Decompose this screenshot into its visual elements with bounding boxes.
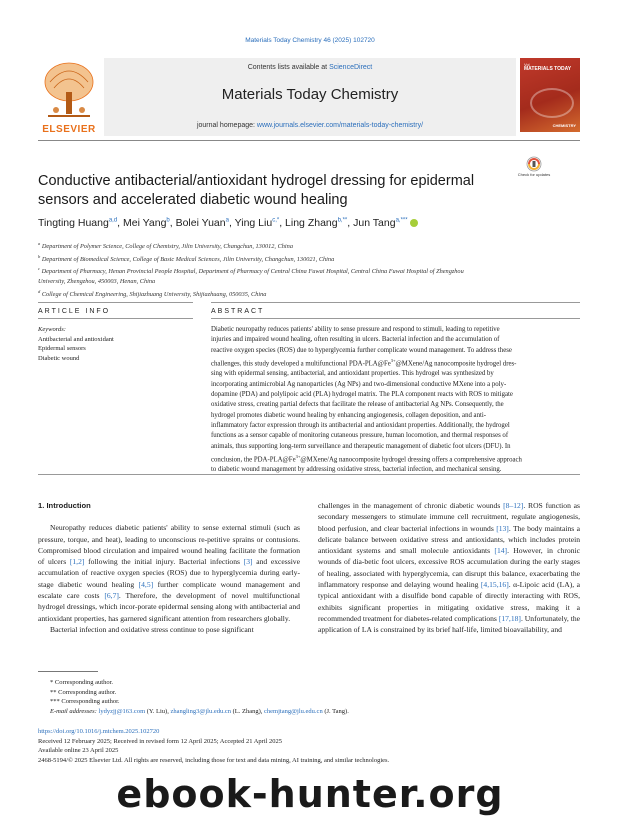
contents-line <box>104 64 516 71</box>
body-paragraph: challenges in the management of chronic diabetic wounds [8–12]. ROS function as secondary messengers to stimulate immune cell recruitment, regulate angiogenesis, blood perfusion, and clear bacterial infections in wounds [13]. The body maintains a delicate balance between oxidative stress and antioxidants, which includes protein antioxidant systems and small molecule antioxidants [14]. However, in chronic wounds of dia-betic foot ulcers, excessive ROS accumulation during the early stages of healing, associated with hyperglycemia, can disrupt this balance, exacerbating the inflammatory response and delaying wound healing [4,15,16]. α-Lipoic acid (LA), a typical antioxidant with a disulfide bond capable of directly interacting with ROS, exhibits significant properties in mitigating oxidative stress, making it a recommended treatment for diabetes-related complications [17,18]. Unfortunately, the application of LA is constrained by its brief half-life, limited bioavailability, and <box>318 501 580 635</box>
email-link[interactable]: lydyzjj@163.com <box>98 707 146 715</box>
abstract-heading: ABSTRACT <box>211 308 265 315</box>
body-right-column <box>318 500 580 636</box>
body-paragraph: Neuropathy reduces diabetic patients' ability to sense external stimuli (such as pressure, torque, and heat), leading to unconscious re-petitive sprains or contusions. Compromised blood circulation and impaired wound healing facilitate the formation of ulcers [1,2] following the initial injury. Bacterial infections [3] and excessive accumulation of reactive oxygen species (ROS) due to hyperglycemia during early-stage diabetic wound healing [4,5] further complicate wound management and escalate care costs [6,7]. Therefore, the development of novel multifunctional hydrogel dressings, which incor-porate epidermal sensing along with antibacterial and antioxidant properties, has garnered significant attention from researchers globally. <box>38 523 300 623</box>
author-name[interactable]: Mei Yang <box>123 217 167 229</box>
watermark-text: ebook-hunter.org <box>116 772 504 816</box>
citation-link[interactable]: [13] <box>496 523 509 533</box>
abstract-line: to diabetic wound management by addressing oxidative stress, bacterial infection, and mechanical sensing. <box>211 466 502 474</box>
author-name[interactable]: Ying Liu <box>234 217 273 229</box>
author-affil-sup[interactable]: a <box>225 217 229 224</box>
article-title <box>38 172 498 210</box>
affiliation-item: $^a$ Department of Polymer Science, College of Chemistry, Jilin University, Changchun, 130012, China <box>38 241 293 251</box>
email-link[interactable]: chemjtang@jlu.edu.cn <box>264 707 323 715</box>
abstract-line: Diabetic neuropathy reduces patients' ability to sense pressure and respond to stimuli, leading to repetitive <box>211 326 500 333</box>
author-name[interactable]: Ling Zhang <box>285 217 338 229</box>
author-list: Tingting Huang$^{a,d}$, Mei Yang$^b$, Bolei Yuan$^a$, Ying Liu$^{c,*}$, Ling Zhang$^{b,**}$, Jun Tang$^{a,***}$ <box>38 217 580 229</box>
abstract-line: dopamine (PDA) and polylipoic acid (PLA) hydrogel matrix. The PLA component reacts with ROS to mitigate <box>211 391 513 399</box>
received-dates: Received 12 February 2025; Received in revised form 12 April 2025; Accepted 21 April 2025 <box>38 737 283 745</box>
keyword-item: Diabetic wound <box>38 354 80 362</box>
abstract-line: functions as a sensor capable of monitoring cutaneous pressure, human locomotion, and thermal responses of <box>211 432 509 440</box>
author-affil-sup[interactable]: c,* <box>272 217 280 224</box>
affiliation-item: University, Zhengzhou, 450003, Henan, China <box>38 278 156 286</box>
elsevier-tree-logo <box>38 58 100 132</box>
email-link[interactable]: zhangling3@jlu.edu.cn <box>170 707 231 715</box>
abstract-text <box>211 325 580 476</box>
abstract-rule-bottom <box>211 318 580 319</box>
abstract-line: inflammatory factor expression through its antibacterial and antioxidant properties. Additionally, the hydrogel <box>211 421 510 429</box>
abstract-line: incorporating antimicrobial Ag nanoparticles (Ag NPs) and two-dimensional conductive MXene into a poly- <box>211 380 507 388</box>
abstract-line: animals, thus supporting long-term surveillance and therapeutic management of diabetic foot ulcers (DFU). In <box>211 442 511 450</box>
cover-title: MATERIALS TODAY <box>524 66 572 72</box>
orcid-icon[interactable] <box>410 219 418 227</box>
abstract-line: conclusion, the PDA-$PLA@Fe^{3+}@MXene/Ag$ nanocomposite hydrogel dressing offers a comprehensive approach <box>211 453 522 464</box>
author-affil-sup[interactable]: b <box>166 217 170 224</box>
info-rule-bottom <box>38 318 193 319</box>
sciencedirect-link[interactable]: ScienceDirect <box>329 64 373 71</box>
keywords-list <box>38 335 114 363</box>
footnote-corresponding: *** Corresponding author. <box>50 698 120 706</box>
affiliations <box>38 239 508 299</box>
body-paragraph: Bacterial infection and oxidative stress continue to pose significant <box>50 624 254 634</box>
header-divider <box>38 140 580 141</box>
abstract-rule-end <box>38 474 580 475</box>
doi-link[interactable]: https://doi.org/10.1016/j.mtchem.2025.102720 <box>38 728 160 735</box>
cover-volume: Vol <box>524 62 530 67</box>
affiliation-item: $^d$ College of Chemical Engineering, Shijiazhuang University, Shijiazhuang, 050035, China <box>38 288 267 298</box>
body-left-column <box>38 500 300 635</box>
homepage-prefix: journal homepage: <box>196 122 257 129</box>
footnote-divider <box>38 671 98 672</box>
article-meta <box>38 727 580 765</box>
affiliation-item: $^c$ Department of Pharmacy, Henan Provincial People Hospital, Department of Pharmacy of Central China Fuwai Hospital, Central China Fuwai Hospital of Zhengzhou <box>38 266 464 276</box>
author-name[interactable]: Bolei Yuan <box>175 217 226 229</box>
citation-link[interactable]: [4,15,16] <box>480 580 509 590</box>
footnote-corresponding: * Corresponding author. <box>50 679 114 686</box>
introduction-heading: 1. Introduction <box>38 501 91 510</box>
email-addresses: E-mail addresses: lydyzjj@163.com (Y. Liu), zhangling3@jlu.edu.cn (L. Zhang), chemjtang@jlu.edu.cn (J. Tang). <box>50 707 349 715</box>
cover-artwork <box>530 88 574 118</box>
citation-link[interactable]: [17,18] <box>498 613 521 623</box>
abstract-line: sing with epidermal sensing, antibacterial, and antioxidant properties. This hydrogel was synthesized by <box>211 370 494 378</box>
check-for-updates-icon[interactable] <box>519 156 549 186</box>
copyright-line: 2468-5194/© 2025 Elsevier Ltd. All rights are reserved, including those for text and data mining, AI training, and similar technologies. <box>38 756 390 764</box>
title-line-2: sensors and accelerated diabetic wound healing <box>38 192 348 208</box>
citation-link[interactable]: [6,7] <box>104 591 119 601</box>
citation-link[interactable]: [4,5] <box>138 579 154 589</box>
citation-link[interactable]: [8–12] <box>503 501 524 510</box>
abstract-line: hydrogel promotes diabetic wound healing by enhancing angiogenesis, collagen deposition, and anti- <box>211 411 487 419</box>
footnote-corresponding: ** Corresponding author. <box>50 688 117 696</box>
author-affil-sup[interactable]: a,d <box>108 217 118 224</box>
title-line-1: Conductive antibacterial/antioxidant hydrogel dressing for epidermal <box>38 173 475 189</box>
citation-link[interactable]: [14] <box>494 546 508 556</box>
abstract-line: challenges, this study developed a multifunctional PDA-$PLA@Fe^{3+}@MXene/Ag$ nanocomposite hydrogel dres- <box>211 357 517 368</box>
elsevier-wordmark: ELSEVIER <box>42 124 96 135</box>
author-name[interactable]: Tingting Huang <box>38 217 109 229</box>
journal-reference-link[interactable]: Materials Today Chemistry 46 (2025) 102720 <box>245 37 375 44</box>
affiliation-item: $^b$ Department of Biomedical Science, College of Basic Medical Sciences, Jilin University, Changchun, 130021, China <box>38 253 335 263</box>
abstract-line: reactive oxygen species (ROS) due to hyperglycemia further complicate wound management. To address these <box>211 346 512 354</box>
available-online: Available online 23 April 2025 <box>38 747 119 755</box>
contents-prefix: Contents lists available at <box>247 64 330 71</box>
homepage-link[interactable]: www.journals.elsevier.com/materials-today-chemistry/ <box>256 122 424 129</box>
journal-cover-image[interactable] <box>520 58 580 132</box>
author-name[interactable]: Jun Tang <box>353 217 396 229</box>
footnotes <box>38 678 580 716</box>
keyword-item: Antibacterial and antioxidant <box>38 336 114 343</box>
cover-subtitle: CHEMISTRY <box>552 123 576 128</box>
abstract-rule-top <box>211 302 580 303</box>
article-info-heading: ARTICLE INFO <box>38 308 111 315</box>
journal-title: Materials Today Chemistry <box>221 86 399 103</box>
author-affil-sup[interactable]: a,*** <box>395 217 408 224</box>
check-for-updates-label[interactable]: Check for updates <box>517 172 551 177</box>
citation-link[interactable]: [3] <box>243 557 253 567</box>
info-rule-top <box>38 302 193 303</box>
abstract-line: oxidative stress, creating partial defects that facilitate the release of antibacterial Ag NPs. Consequently, the <box>211 401 504 409</box>
email-label: E-mail addresses: <box>50 707 97 715</box>
keyword-item: Epidermal sensors <box>38 345 86 353</box>
homepage-line <box>104 122 516 129</box>
author-affil-sup[interactable]: b,** <box>337 217 348 224</box>
abstract-line: injuries and impaired wound healing, often resulting in ulcers. Bacterial infection and the accumulation of <box>211 336 500 344</box>
citation-link[interactable]: [1,2] <box>69 557 85 567</box>
keywords-label: Keywords: <box>38 326 66 333</box>
